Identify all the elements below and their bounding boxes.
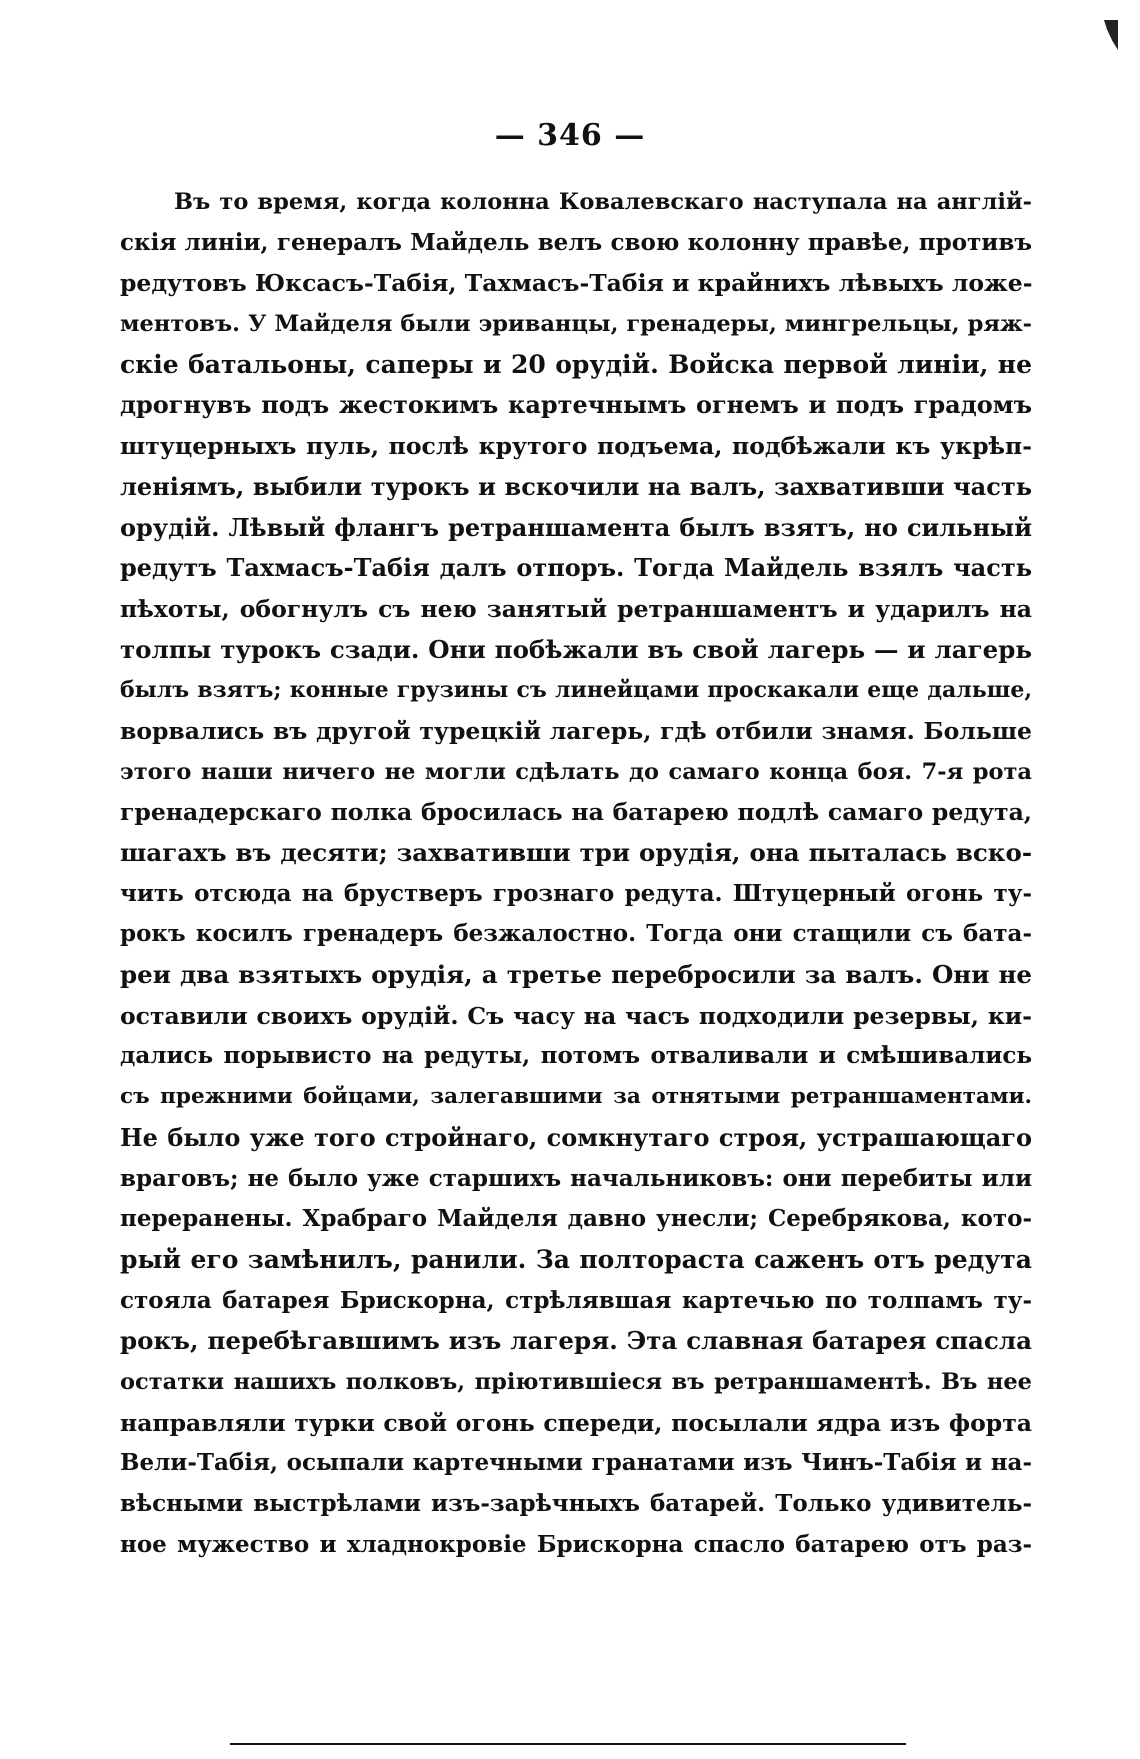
text-line: рокъ косилъ гренадеръ безжалостно. Тогда они стащили съ бата- [120,920,1032,948]
text-line: дались порывисто на редуты, потомъ отваливали и смѣшивались [120,1042,1032,1070]
page-number: — 346 — [494,118,646,153]
text-line: враговъ; не было уже старшихъ начальниковъ: они перебиты или [120,1164,1032,1192]
text-line: леніямъ, выбили турокъ и вскочили на валъ, захвативши часть [120,471,1032,501]
text-line: Въ то время, когда колонна Ковалевскаго наступала на англій- [174,189,1032,215]
text-line: чить отсюда на брустверъ грознаго редута. Штуцерный огонь ту- [120,879,1032,907]
text-line: толпы турокъ сзади. Они побѣжали въ свой лагерь — и лагерь [120,634,1032,664]
text-line: остатки нашихъ полковъ, пріютившіеся въ ретраншаментѣ. Въ нее [120,1368,1032,1395]
text-line: стояла батарея Брискорна, стрѣлявшая картечью по толпамъ ту- [120,1286,1032,1314]
text-line: рокъ, перебѣгавшимъ изъ лагеря. Эта славная батарея спасла [120,1326,1032,1356]
text-line: рый его замѣнилъ, ранили. За полтораста саженъ отъ редута [120,1244,1032,1274]
footer-rule [230,1743,906,1745]
page-corner-mark [1104,20,1118,50]
text-line: вѣсными выстрѣлами изъ-зарѣчныхъ батарей. Только удивитель- [120,1490,1032,1517]
text-line: переранены. Храбраго Майделя давно унесли; Серебрякова, кото- [120,1205,1032,1233]
text-line: ное мужество и хладнокровіе Брискорна спасло батарею отъ раз- [120,1530,1032,1558]
text-line: дрогнувъ подъ жестокимъ картечнымъ огнемъ и подъ градомъ [120,390,1032,420]
text-line: ментовъ. У Майделя были эриванцы, гренадеры, мингрельцы, ряж- [120,311,1032,338]
text-line: штуцерныхъ пуль, послѣ крутого подъема, подбѣжали къ укрѣп- [120,432,1032,461]
text-line: направляли турки свой огонь спереди, посылали ядра изъ форта [120,1408,1032,1437]
text-line: реи два взятыхъ орудія, а третье перебросили за валъ. Они не [120,960,1032,990]
text-line: былъ взятъ; конные грузины съ линейцами проскакали еще дальше, [120,677,1032,704]
text-line: этого наши ничего не могли сдѣлать до самаго конца боя. 7-я рота [120,758,1032,785]
text-line: редутъ Тахмасъ-Табія далъ отпоръ. Тогда Майдель взялъ часть [120,553,1032,583]
text-line: ворвались въ другой турецкій лагерь, гдѣ отбили знамя. Больше [120,716,1032,745]
text-line: Вели-Табія, осыпали картечными гранатами изъ Чинъ-Табія и на- [120,1449,1032,1477]
text-line: шагахъ въ десяти; захвативши три орудія, она пыталась вско- [120,838,1032,867]
text-line: пѣхоты, обогнулъ съ нею занятый ретраншаментъ и ударилъ на [120,594,1032,623]
text-line: гренадерскаго полка бросилась на батарею подлѣ самаго редута, [120,798,1032,827]
text-line: съ прежними бойцами, залегавшими за отнятыми ретраншаментами. [120,1084,1032,1110]
text-line: скія линіи, генералъ Майдель велъ свою колонну правѣе, противъ [120,228,1032,256]
text-line: скіе батальоны, саперы и 20 орудій. Войска первой линіи, не [120,349,1032,379]
text-line: орудій. Лѣвый флангъ ретраншамента былъ взятъ, но сильный [120,512,1032,542]
text-line: оставили своихъ орудій. Съ часу на часъ подходили резервы, ки- [120,1001,1032,1030]
body-text [120,182,1032,1565]
text-line: Не было уже того стройнаго, сомкнутаго строя, устрашающаго [120,1122,1032,1152]
text-line: редутовъ Юксасъ-Табія, Тахмасъ-Табія и крайнихъ лѣвыхъ ложе- [120,269,1032,298]
